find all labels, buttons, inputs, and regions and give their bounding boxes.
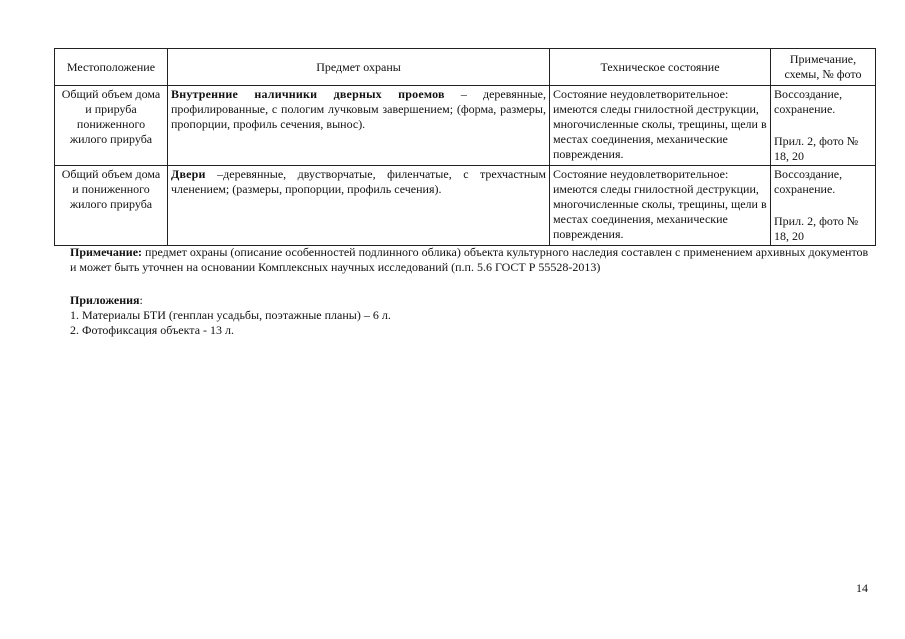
header-subject: Предмет охраны — [168, 49, 550, 86]
subject-title: Внутренние наличники дверных проемов — [171, 87, 445, 101]
row-subject — [168, 166, 550, 246]
header-condition: Техническое состояние — [550, 49, 771, 86]
appendices-heading — [70, 293, 391, 308]
page-number: 14 — [856, 581, 868, 595]
header-note: Примечание, схемы, № фото — [771, 49, 876, 86]
footnote-text: предмет охраны (описание особенностей подлинного облика) объекта культурного наследия составлен с применением архивных документов и может быть уточнен на основании Комплексных научных исследований (п.п. 5.6 ГОСТ Р 55528-2013) — [70, 245, 869, 274]
appendix-item: 2. Фотофиксация объекта - 13 л. — [70, 323, 235, 337]
note-reference: Прил. 2, фото № 18, 20 — [774, 214, 859, 243]
footnote-label: Примечание: — [70, 245, 143, 259]
table-row — [55, 166, 876, 246]
appendix-item: 1. Материалы БТИ (генплан усадьбы, поэтажные планы) – 6 л. — [70, 308, 391, 322]
appendices — [70, 293, 391, 338]
note-action: Воссоздание, сохранение. — [774, 167, 843, 196]
row-note — [771, 166, 876, 246]
row-note — [771, 86, 876, 166]
table-header-row — [55, 49, 876, 86]
note-action: Воссоздание, сохранение. — [774, 87, 843, 116]
note-reference: Прил. 2, фото № 18, 20 — [774, 134, 859, 163]
row-subject — [168, 86, 550, 166]
row-condition: Состояние неудовлетворительное: имеются следы гнилостной деструкции, многочисленные сколы, трещины, щели в местах соединения, механические повреждения. — [550, 166, 771, 246]
appendices-title: Приложения — [70, 293, 140, 307]
subject-text: –деревянные, двустворчатые, филенчатые, с трехчастным членением; (размеры, пропорции, профиль сечения). — [171, 167, 546, 196]
protection-subject-table — [54, 48, 876, 246]
row-condition: Состояние неудовлетворительное: имеются следы гнилостной деструкции, многочисленные сколы, трещины, щели в местах соединения, механические повреждения. — [550, 86, 771, 166]
row-location: Общий объем дома и пониженного жилого прируба — [55, 166, 168, 246]
subject-text: – деревянные, профилированные, с пологим лучковым завершением; (форма, размеры, пропорции, профиль сечения, вынос). — [171, 87, 546, 131]
row-location: Общий объем дома и прируба пониженного жилого прируба — [55, 86, 168, 166]
footnote — [70, 245, 870, 275]
table-row — [55, 86, 876, 166]
header-location: Местоположение — [55, 49, 168, 86]
appendices-title-suffix: : — [139, 293, 143, 307]
subject-title: Двери — [171, 167, 206, 181]
